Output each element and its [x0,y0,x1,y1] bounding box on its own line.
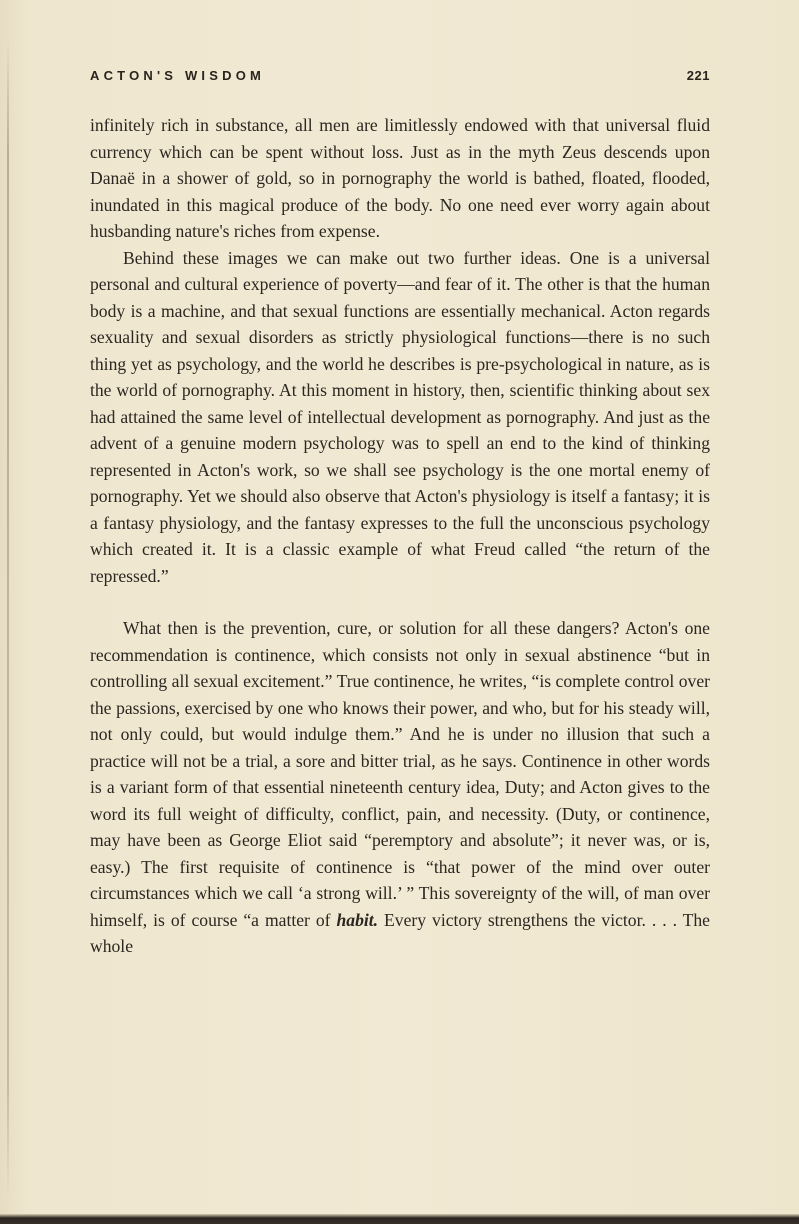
page-bottom-edge [0,1214,799,1224]
binding-gutter [7,40,9,1200]
emphasis-habit: habit. [336,909,379,930]
paragraph-prevention-cure [90,615,710,960]
running-head [90,68,710,88]
paragraph-prevention-tail: Every victory strengthens the victor. . . . The whole [90,909,710,956]
page-number: 221 [686,68,710,83]
paragraph-continued: infinitely rich in substance, all men are limitlessly endowed with that universal fluid currency which can be spent without loss. Just as in the myth Zeus descends upon Danaë in a shower of gold, so in pornography the world is bathed, floated, flooded, inundated in this magical produce of the body. No one need ever worry again about husbanding nature's riches from expense. [90,115,710,241]
body-text [90,112,710,960]
paragraph-prevention-text: What then is the prevention, cure, or solution for all these dangers? Acton's one recommendation is continence, which consists not only in sexual abstinence “but in controlling all sexual excitement.” True continence, he writes, “is complete control over the passions, exercised by one who knows their power, and who, but for his steady will, not only could, but would indulge them.” And he is under no illusion that such a practice will not be a trial, a sore and bitter trial, as he says. Continence in other words is a variant form of that essential nineteenth century idea, Duty; and Acton gives to the word its full weight of difficulty, conflict, pain, and necessity. (Duty, or continence, may have been as George Eliot said “peremptory and absolute”; it never was, or is, easy.) The first requisite of continence is “that power of the mind over outer circumstances which we call ‘a strong will.’ ” This sovereignty of the will, of man over himself, is of course “a matter of [90,618,710,930]
running-title: ACTON'S WISDOM [90,68,266,83]
paragraph-behind-these-images: Behind these images we can make out two further ideas. One is a universal personal and cultural experience of poverty—and fear of it. The other is that the human body is a machine, and that sexual functions are essentially mechanical. Acton regards sexuality and sexual disorders as strictly physiological functions—there is no such thing yet as psychology, and the world he describes is pre-psychological in nature, as is the world of pornography. At this moment in history, then, scientific thinking about sex had attained the same level of intellectual development as pornography. And just as the advent of a genuine modern psychology was to spell an end to the kind of thinking represented in Acton's work, so we shall see psychology is the one mortal enemy of pornography. Yet we should also observe that Acton's physiology is itself a fantasy; it is a fantasy physiology, and the fantasy expresses to the full the unconscious psychology which created it. It is a classic example of what Freud called “the return of the repressed.” [90,247,710,586]
